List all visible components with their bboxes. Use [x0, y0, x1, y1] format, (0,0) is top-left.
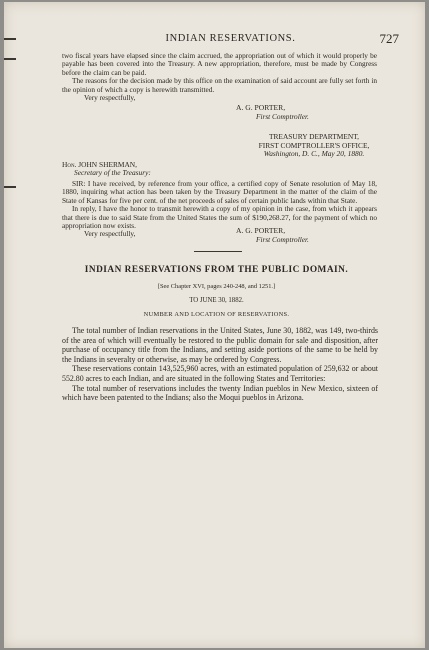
section-reference: [See Chapter XVI, pages 240-248, and 1251.] [157, 283, 276, 290]
signatory-title: First Comptroller. [256, 112, 309, 121]
signatory-title: First Comptroller. [256, 235, 309, 244]
dateline [244, 133, 384, 159]
letter-2-closing: Very respectfully, [84, 229, 136, 239]
letter-1-body [62, 52, 377, 102]
section-date: TO JUNE 30, 1882. [189, 297, 244, 304]
letter-2-signature [236, 226, 309, 244]
running-head-title: INDIAN RESERVATIONS. [165, 33, 296, 44]
section-divider [194, 251, 242, 252]
section-paragraph: The total number of Indian reservations in the United States, June 30, 1882, was 149, two-thirds of the area of which will eventually be restored to the public domain for sale and disposition, after purchase of occupancy title from the Indians, and setting aside portions of the same to be held by the Indians in severalty or otherwise, as may be ordered by Congress. [62, 326, 378, 364]
signatory-name: A. G. PORTER, [236, 226, 286, 235]
letter-1-signature [236, 103, 309, 121]
letter-2-body [62, 180, 377, 239]
addressee-title: Secretary of the Treasury: [74, 168, 151, 178]
document-page [4, 2, 425, 648]
signatory-name: A. G. PORTER, [236, 103, 286, 112]
dateline-place-date: Washington, D. C., May 20, 1880. [263, 149, 365, 159]
dateline-department: TREASURY DEPARTMENT, [268, 132, 360, 141]
section-paragraph: These reservations contain 143,525,960 acres, with an estimated population of 259,632 or about 552.80 acres to each Indian, and are situated in the following States and Territories: [62, 364, 378, 383]
margin-tab [4, 38, 16, 40]
margin-tab [4, 186, 16, 188]
letter-2-paragraph: In reply, I have the honor to transmit herewith a copy of my opinion in the case, from which it appears that there is due to said State from the United States the sum of $190,268.27, for the payment of which no appropriation now exists. [62, 204, 377, 231]
dateline-office: FIRST COMPTROLLER'S OFFICE, [258, 140, 370, 150]
letter-2-paragraph: SIR: I have received, by reference from your office, a certified copy of Senate resolution of May 18, 1880, inquiring what action has been taken by the Treasury Department in the matter of the claim of the State of Kansas for five per cent. of the net proceeds of sales of certain public lands within that State. [62, 179, 377, 205]
letter-1-paragraph: two fiscal years have elapsed since the claim accrued, the appropriation out of which it would properly be payable has been covered into the Treasury. A new appropriation, therefore, must be made by Congress before the claim can be paid. [62, 51, 377, 77]
section-paragraph: The total number of reservations includes the twenty Indian pueblos in New Mexico, sixteen of which have been patented to the Indians; also the Moqui pueblos in Arizona. [62, 383, 378, 403]
margin-tab [4, 58, 16, 60]
section-body [62, 326, 378, 403]
section-subheading: NUMBER AND LOCATION OF RESERVATIONS. [143, 311, 290, 318]
addressee-name: Hon. JOHN SHERMAN, [62, 160, 137, 169]
page-number: 727 [379, 31, 399, 46]
addressee-block [62, 161, 151, 178]
letter-1-closing: Very respectfully, [84, 93, 136, 103]
letter-1-paragraph: The reasons for the decision made by this office on the examination of said account are fully set forth in the opinion of which a copy is herewith transmitted. [62, 76, 377, 94]
section-heading: INDIAN RESERVATIONS FROM THE PUBLIC DOMAIN. [84, 265, 349, 275]
